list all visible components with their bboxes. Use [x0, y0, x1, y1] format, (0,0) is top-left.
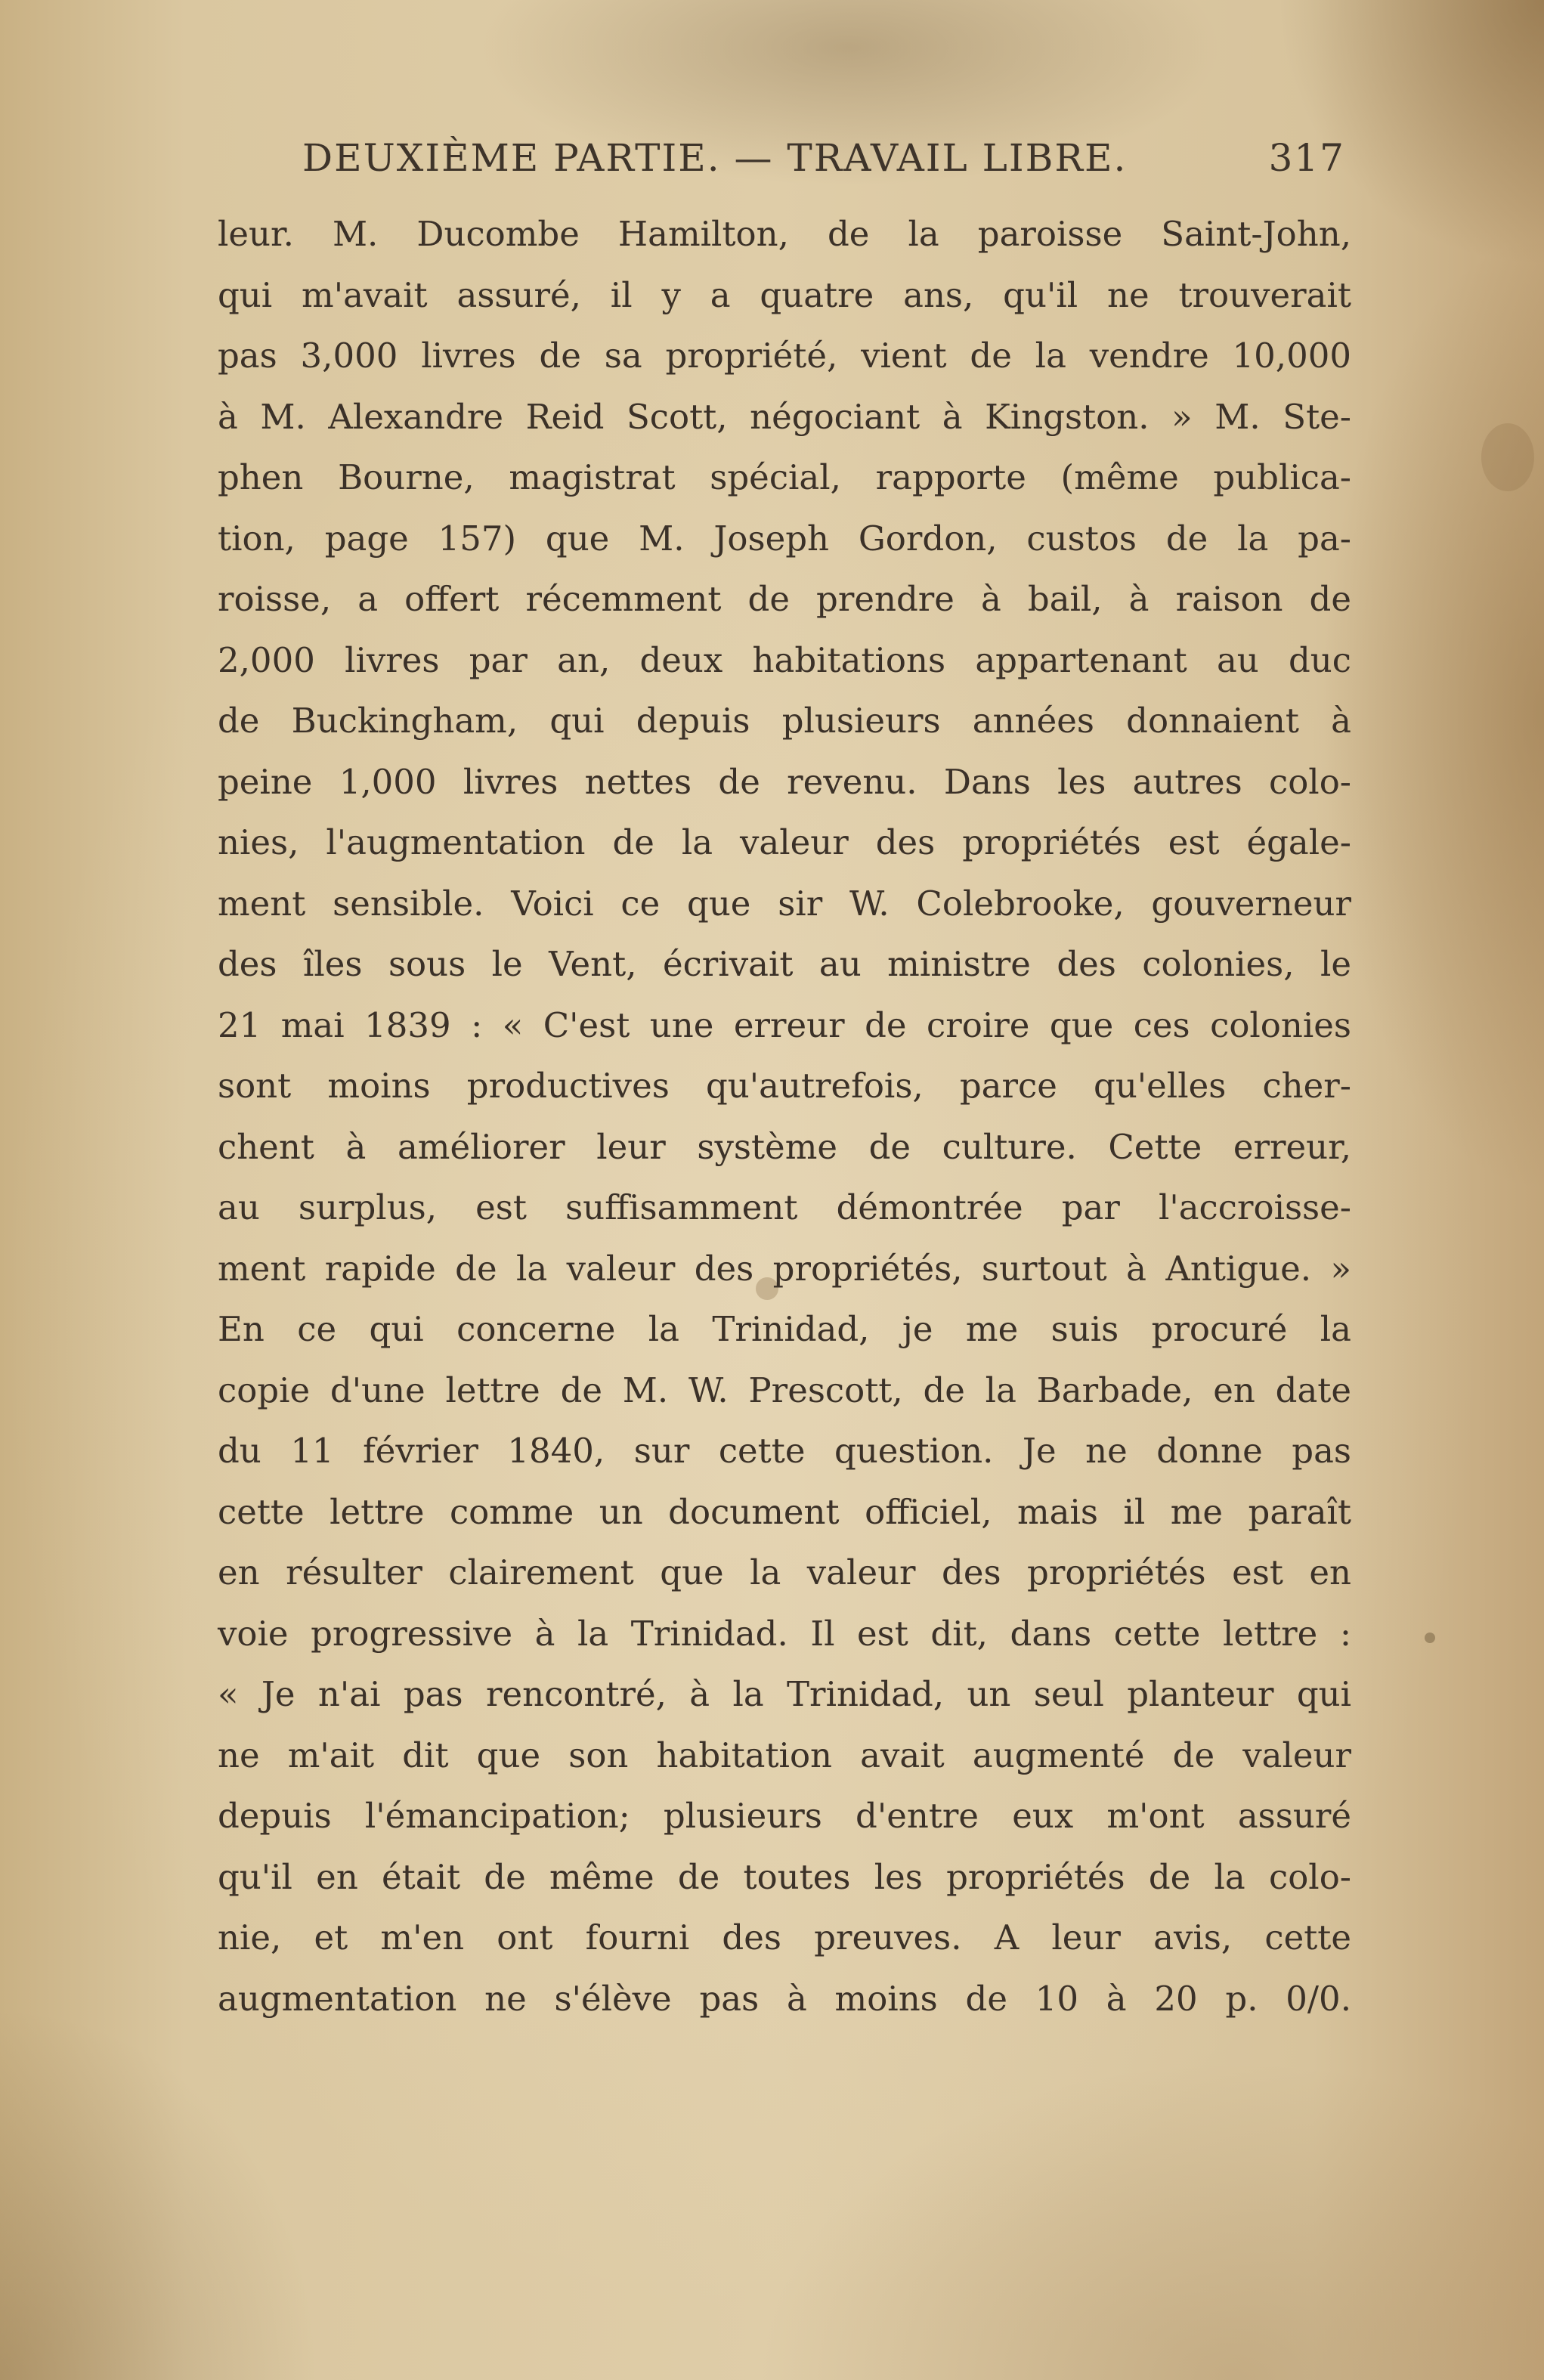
text-line: peine 1,000 livres nettes de revenu. Dans les autres colo-: [218, 761, 1351, 802]
text-line: à M. Alexandre Reid Scott, négociant à Kingston. » M. Ste-: [218, 396, 1351, 437]
text-line: tion, page 157) que M. Joseph Gordon, custos de la pa-: [218, 518, 1351, 559]
text-line: du 11 février 1840, sur cette question. Je ne donne pas: [218, 1431, 1351, 1471]
text-line: copie d'une lettre de M. W. Prescott, de la Barbade, en date: [218, 1370, 1351, 1410]
text-line: chent à améliorer leur système de culture. Cette erreur,: [218, 1126, 1351, 1167]
text-line: 2,000 livres par an, deux habitations appartenant au duc: [218, 639, 1351, 680]
running-header: [302, 136, 1345, 197]
text-line: qu'il en était de même de toutes les propriétés de la colo-: [218, 1856, 1351, 1897]
page-number: 317: [1268, 136, 1345, 180]
paper-stain: [1481, 423, 1534, 491]
text-line: roisse, a offert récemment de prendre à bail, à raison de: [218, 579, 1351, 619]
text-line: qui m'avait assuré, il y a quatre ans, qu'il ne trouverait: [218, 274, 1351, 315]
text-line: voie progressive à la Trinidad. Il est dit, dans cette lettre :: [218, 1613, 1351, 1654]
text-line: sont moins productives qu'autrefois, parce qu'elles cher-: [218, 1066, 1351, 1106]
body-text: [218, 204, 1351, 2029]
text-line: leur. M. Ducombe Hamilton, de la paroisse Saint-John,: [218, 214, 1351, 254]
text-line: « Je n'ai pas rencontré, à la Trinidad, un seul planteur qui: [218, 1674, 1351, 1714]
text-line: cette lettre comme un document officiel, mais il me paraît: [218, 1491, 1351, 1532]
text-line: pas 3,000 livres de sa propriété, vient de la vendre 10,000: [218, 336, 1351, 376]
paper-stain: [1425, 1633, 1435, 1643]
text-line: ment sensible. Voici ce que sir W. Colebrooke, gouverneur: [218, 883, 1351, 924]
text-line: en résulter clairement que la valeur des propriétés est en: [218, 1552, 1351, 1592]
text-line: depuis l'émancipation; plusieurs d'entre eux m'ont assuré: [218, 1796, 1351, 1836]
text-line: des îles sous le Vent, écrivait au ministre des colonies, le: [218, 944, 1351, 984]
text-line: phen Bourne, magistrat spécial, rapporte (même publica-: [218, 457, 1351, 497]
text-line: En ce qui concerne la Trinidad, je me suis procuré la: [218, 1309, 1351, 1349]
text-line: nies, l'augmentation de la valeur des propriétés est égale-: [218, 822, 1351, 862]
text-line: ne m'ait dit que son habitation avait augmenté de valeur: [218, 1735, 1351, 1775]
text-line: 21 mai 1839 : « C'est une erreur de croire que ces colonies: [218, 1004, 1351, 1045]
text-line: nie, et m'en ont fourni des preuves. A leur avis, cette: [218, 1917, 1351, 1958]
text-line: au surplus, est suffisamment démontrée par l'accroisse-: [218, 1187, 1351, 1227]
running-head-title: DEUXIÈME PARTIE. — TRAVAIL LIBRE.: [302, 136, 1128, 180]
text-line: augmentation ne s'élève pas à moins de 10 à 20 p. 0/0.: [218, 1978, 1351, 2019]
text-line: de Buckingham, qui depuis plusieurs années donnaient à: [218, 701, 1351, 741]
text-line: ment rapide de la valeur des propriétés, surtout à Antigue. »: [218, 1248, 1351, 1289]
